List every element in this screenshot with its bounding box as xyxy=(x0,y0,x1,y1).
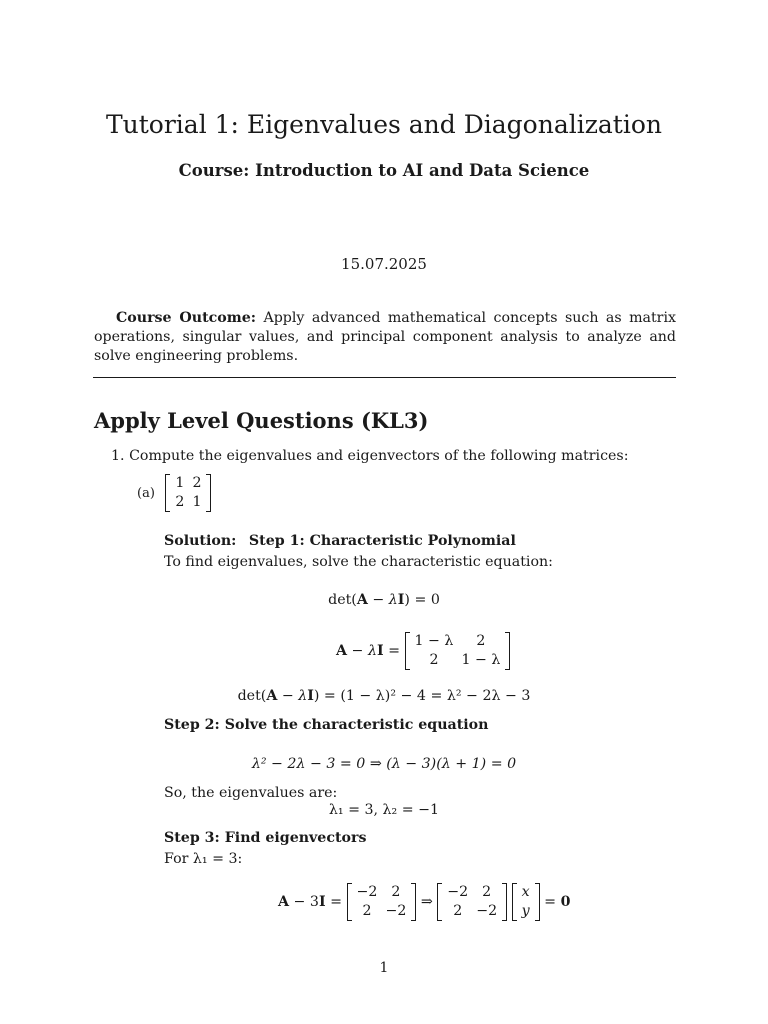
course-outcome xyxy=(94,309,676,366)
section-title: Apply Level Questions (KL3) xyxy=(94,408,429,433)
step1-title: Step 1: Characteristic Polynomial xyxy=(248,533,516,549)
equation-a-minus-3i: A − 3I = −2 2 2 −2 ⇒ −2 2 2 −2 x y = 0 xyxy=(278,884,571,919)
document-title: Tutorial 1: Eigenvalues and Diagonalization xyxy=(105,110,662,139)
matrix-cell: 1 − λ xyxy=(414,633,454,649)
document-date: 15.07.2025 xyxy=(341,255,427,273)
a-minus-3i-matrix xyxy=(347,883,417,921)
matrix-cell: 2 xyxy=(192,475,202,491)
course-outcome-label: Course Outcome: xyxy=(116,310,257,326)
equation-part: det( xyxy=(237,688,267,704)
for-lambda1: For λ₁ = 3: xyxy=(164,851,243,867)
equation-part: det( xyxy=(328,592,357,608)
equation-det: det(A − λI) = 0 xyxy=(328,592,440,608)
step1-text: To find eigenvalues, solve the characteristic equation: xyxy=(164,554,553,570)
matrix-cell: 2 xyxy=(175,494,185,510)
vector-cell: y xyxy=(521,903,530,919)
a-minus-3i-matrix-repeat xyxy=(437,883,507,921)
equation-solve: λ² − 2λ − 3 = 0 ⇒ (λ − 3)(λ + 1) = 0 xyxy=(251,756,517,772)
page-number: 1 xyxy=(379,960,389,976)
horizontal-rule xyxy=(93,377,676,378)
equation-a-minus-li: A − λI = 1 − λ 2 2 1 − λ xyxy=(336,632,510,670)
step3-title: Step 3: Find eigenvectors xyxy=(164,830,367,846)
matrix-cell: 1 xyxy=(192,494,202,510)
a-minus-li-matrix xyxy=(405,632,511,670)
vector-cell: x xyxy=(521,884,530,900)
part-a-label: (a) xyxy=(137,486,155,501)
part-a-matrix xyxy=(165,474,211,512)
question-1 xyxy=(111,448,628,464)
matrix-cell: −2 xyxy=(385,903,407,919)
question-text: Compute the eigenvalues and eigenvectors of the following matrices: xyxy=(129,448,629,464)
matrix-cell: −2 xyxy=(447,884,469,900)
matrix-cell: 2 xyxy=(429,652,439,668)
matrix-cell: 1 xyxy=(175,475,185,491)
zero-vector: 0 xyxy=(560,894,571,910)
matrix-cell: 2 xyxy=(476,633,486,649)
solution-label: Solution: xyxy=(164,533,237,549)
matrix-cell: −2 xyxy=(476,903,498,919)
equation-expand: det(A − λI) = (1 − λ)² − 4 = λ² − 2λ − 3 xyxy=(237,688,531,704)
equation-part: ) = 0 xyxy=(404,592,440,608)
eigenvalues: λ₁ = 3, λ₂ = −1 xyxy=(328,802,440,818)
equation-part: ) = (1 − λ)² − 4 = λ² − 2λ − 3 xyxy=(313,688,531,704)
part-a xyxy=(137,474,211,512)
matrix-cell: 2 xyxy=(362,903,372,919)
course-name: Course: Introduction to AI and Data Science xyxy=(178,161,590,180)
eigenvector-xy xyxy=(512,883,540,921)
matrix-cell: −2 xyxy=(356,884,378,900)
eigen-intro: So, the eigenvalues are: xyxy=(164,785,338,801)
matrix-cell: 2 xyxy=(482,884,492,900)
solution-heading xyxy=(164,533,516,549)
matrix-cell: 1 − λ xyxy=(461,652,501,668)
matrix-cell: 2 xyxy=(453,903,463,919)
question-number: 1. xyxy=(111,448,125,464)
matrix-cell: 2 xyxy=(391,884,401,900)
course-outcome-text: Apply advanced mathematical concepts such as matrix operations, singular values, and principal component analysis to analyze and solve engineering problems. xyxy=(94,310,677,364)
step2-title: Step 2: Solve the characteristic equation xyxy=(164,717,489,733)
